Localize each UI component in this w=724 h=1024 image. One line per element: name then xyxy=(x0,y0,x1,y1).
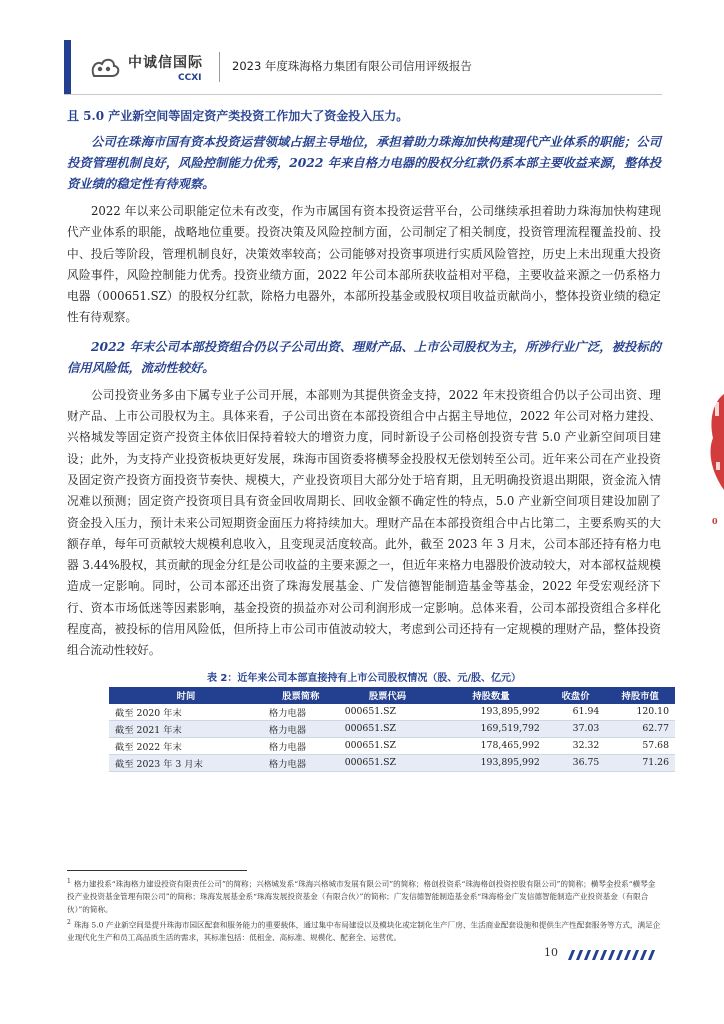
logo-english-name: CCXI xyxy=(178,73,202,83)
footnote-item xyxy=(67,917,661,945)
section-heading-portfolio: 2022 年末公司本部投资组合仍以子公司出资、理财产品、上市公司股权为主，所涉行业广泛，被投标的信用风险低，流动性较好。 xyxy=(67,338,661,375)
table-cell-stock-name: 格力电器 xyxy=(263,704,339,721)
table-cell-stock-code: 000651.SZ xyxy=(339,720,436,737)
footnote-text: 珠海 5.0 产业新空间是提升珠海市园区配套和服务能力的重要载体，通过集中布局建设以及模块化或定制化生产厂房、生活商业配套设施和提供生产性配套服务等方式，满足企业现代化生产和员工高品质生活的需求，其标准包括：低租金、高标准、规模化、配套全、运营优。 xyxy=(67,920,661,943)
main-content xyxy=(67,105,669,772)
continued-text-line: 且 5.0 产业新空间等固定资产类投资工作加大了资金投入压力。 xyxy=(67,109,409,123)
table-caption: 表 2：近年来公司本部直接持有上市公司股权情况（股、元/股、亿元） xyxy=(206,672,522,684)
table-cell-close-price: 37.03 xyxy=(546,720,606,737)
table-cell-shares: 193,895,992 xyxy=(436,754,546,771)
table-cell-stock-code: 000651.SZ xyxy=(339,704,436,721)
footnote-separator xyxy=(67,870,247,871)
table-cell-period: 截至 2021 年末 xyxy=(109,720,263,737)
footnote-text: 格力建投系“珠海格力建设投资有限责任公司”的简称；兴格城发系“珠海兴格城市发展有限公司”的简称；格创投资系“珠海格创投资控股有限公司”的简称；横琴金投系“横琴金投产业投资基金管理有限公司”的简称；珠海发展基金系“珠海发展投资基金（有限合伙）”的简称；广发信德智能制造基金系“珠海格金广发信德智能制造产业投资基金（有限合伙）”的简称。 xyxy=(67,879,656,914)
table-cell-market-value: 120.10 xyxy=(605,704,675,721)
table-cell-shares: 178,465,992 xyxy=(436,737,546,754)
page-stripe-decoration xyxy=(568,950,658,960)
table-cell-market-value: 71.26 xyxy=(605,754,675,771)
seal-stamp-fragment: 0 xyxy=(712,516,718,526)
table-cell-market-value: 57.68 xyxy=(605,737,675,754)
table-row xyxy=(109,754,675,771)
page-number: 10 xyxy=(544,946,558,959)
listed-equity-table xyxy=(109,687,675,772)
table-cell-stock-name: 格力电器 xyxy=(263,737,339,754)
table-header-row xyxy=(109,687,675,704)
table-header-cell: 时间 xyxy=(109,687,263,704)
section-heading-investment-role: 公司在珠海市国有资本投资运营领域占据主导地位，承担着助力珠海加快构建现代产业体系的职能；公司投资管理机制良好，风险控制能力优秀，2022 年来自格力电器的股权分红款仍系本部主要收益来源，整体投资业绩的稳定性有待观察。 xyxy=(67,134,661,191)
table-cell-close-price: 32.32 xyxy=(546,737,606,754)
table-header-cell: 收盘价 xyxy=(546,687,606,704)
table-header-cell: 股票简称 xyxy=(263,687,339,704)
table-row xyxy=(109,737,675,754)
table-cell-period: 截至 2023 年 3 月末 xyxy=(109,754,263,771)
table-row xyxy=(109,704,675,721)
table-row xyxy=(109,720,675,737)
header-rule xyxy=(64,94,662,95)
footnote-mark: 1 xyxy=(67,878,71,885)
table-header-cell: 持股市值 xyxy=(605,687,675,704)
table-header-cell: 持股数量 xyxy=(436,687,546,704)
table-cell-stock-name: 格力电器 xyxy=(263,754,339,771)
table-header-cell: 股票代码 xyxy=(339,687,436,704)
ccxi-logo-icon xyxy=(88,54,122,84)
table-cell-stock-code: 000651.SZ xyxy=(339,737,436,754)
table-cell-shares: 169,519,792 xyxy=(436,720,546,737)
footnotes xyxy=(67,876,661,946)
page-header xyxy=(0,0,724,95)
header-accent-bar xyxy=(64,40,71,94)
table-cell-close-price: 36.75 xyxy=(546,754,606,771)
table-cell-stock-code: 000651.SZ xyxy=(339,754,436,771)
table-cell-shares: 193,895,992 xyxy=(436,704,546,721)
footnote-item xyxy=(67,876,661,916)
body-paragraph-portfolio: 公司投资业务多由下属专业子公司开展，本部则为其提供资金支持，2022 年末投资组合仍以子公司出资、理财产品、上市公司股权为主。具体来看，子公司出资在本部投资组合中占据主导地位，2022 年公司对格力建投、兴格城发等固定资产投资主体依旧保持着较大的增资力度，同时新设子公司格创投资专营 5.0 产业新空间项目建设；此外，为支持产业投资板块更好发展，珠海市国资委将横琴金投股权无偿划转至公司。近年来公司在产业投资及固定资产投资方面投资节奏快、规模大，产业投资项目大部分处于培育期，且无明确投资退出期限，资金流入情况难以预测；固定资产投资项目具有资金回收周期长、回收金额不确定性的特点，5.0 产业新空间项目建设加剧了资金投入压力，预计未来公司短期资金面压力将持续加大。理财产品在本部投资组合中占比第二，主要系购买的大额存单，每年可贡献较大规模利息收入，且变现灵活度较高。此外，截至 2023 年 3 月末，公司本部还持有格力电器 3.44%股权，其贡献的现金分红是公司收益的主要来源之一，但近年来格力电器股价波动较大，对本部权益规模造成一定影响。同时，公司本部还出资了珠海发展基金、广发信德智能制造基金等基金，2022 年受宏观经济下行、资本市场低迷等因素影响，基金投资的损益亦对公司利润形成一定影响。总体来看，公司本部投资组合多样化程度高，被投标的信用风险低，但所持上市公司市值波动较大，考虑到公司还持有一定规模的理财产品，整体投资组合流动性较好。 xyxy=(67,387,661,658)
footnote-mark: 2 xyxy=(67,919,71,927)
header-divider xyxy=(219,52,220,82)
table-cell-stock-name: 格力电器 xyxy=(263,720,339,737)
table-cell-close-price: 61.94 xyxy=(546,704,606,721)
logo-chinese-name: 中诚信国际 xyxy=(128,55,203,71)
table-cell-period: 截至 2022 年末 xyxy=(109,737,263,754)
table-cell-market-value: 62.77 xyxy=(605,720,675,737)
body-paragraph-investment-role: 2022 年以来公司职能定位未有改变，作为市属国有资本投资运营平台，公司继续承担着助力珠海加快构建现代产业体系的职能，战略地位重要。投资决策及风险控制方面，公司制定了相关制度，投资管理流程覆盖投前、投中、投后等阶段，管理机制良好，决策效率较高；公司能够对投资事项进行实质风险管控，历史上未出现重大投资风险事件，风险控制能力优秀。投资业绩方面，2022 年公司本部所获收益相对平稳，主要收益来源之一仍系格力电器（000651.SZ）的股权分红款，除格力电器外，本部所投基金或股权项目收益贡献尚小，整体投资业绩的稳定性有待观察。 xyxy=(67,204,661,325)
seal-stamp-edge xyxy=(707,392,724,492)
table-cell-period: 截至 2020 年末 xyxy=(109,704,263,721)
report-title: 2023 年度珠海格力集团有限公司信用评级报告 xyxy=(232,59,472,73)
